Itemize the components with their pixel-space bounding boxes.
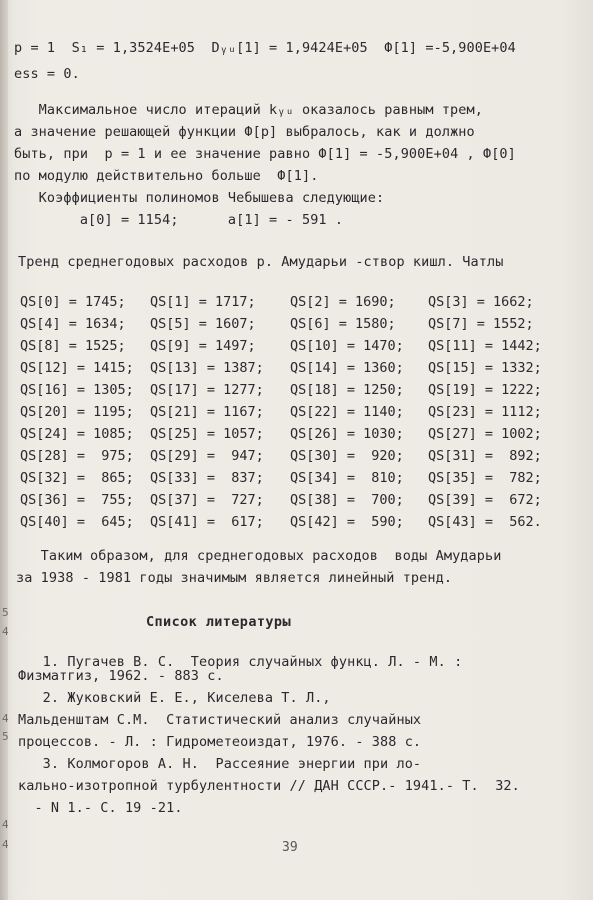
binding-edge — [0, 0, 8, 900]
table-cell: QS[32] = 865; — [20, 470, 134, 486]
table-cell: QS[43] = 562. — [428, 514, 542, 530]
table-row — [20, 294, 580, 310]
table-row — [20, 360, 580, 376]
table-cell: QS[38] = 700; — [290, 492, 404, 508]
reference-line: - N 1.- С. 19 -21. — [18, 800, 183, 816]
trend-title: Тренд среднегодовых расходов р. Амударьи -створ кишл. Чатлы — [18, 254, 504, 270]
table-cell: QS[34] = 810; — [290, 470, 404, 486]
margin-mark: 4 — [2, 625, 9, 638]
coefficients-line: a[0] = 1154; a[1] = - 591 . — [14, 212, 344, 228]
table-cell: QS[26] = 1030; — [290, 426, 404, 442]
margin-mark: 5 — [2, 730, 9, 743]
margin-mark: 4 — [2, 838, 9, 851]
margin-mark: 4 — [2, 712, 9, 725]
table-cell: QS[10] = 1470; — [290, 338, 404, 354]
table-row — [20, 316, 580, 332]
reference-line: Физматгиз, 1962. - 883 с. — [18, 668, 224, 684]
table-cell: QS[29] = 947; — [150, 448, 264, 464]
table-cell: QS[35] = 782; — [428, 470, 542, 486]
table-cell: QS[28] = 975; — [20, 448, 134, 464]
table-row — [20, 404, 580, 420]
table-cell: QS[2] = 1690; — [290, 294, 396, 310]
table-cell: QS[24] = 1085; — [20, 426, 134, 442]
margin-mark: 5 — [2, 606, 9, 619]
table-cell: QS[1] = 1717; — [150, 294, 256, 310]
table-cell: QS[39] = 672; — [428, 492, 542, 508]
table-row — [20, 448, 580, 464]
paragraph-line: по модулю действительно больше Ф[1]. — [14, 168, 319, 184]
table-cell: QS[11] = 1442; — [428, 338, 542, 354]
paragraph-line: а значение решающей функции Ф[p] выбралось, как и должно — [14, 124, 475, 140]
table-cell: QS[21] = 1167; — [150, 404, 264, 420]
page-number: 39 — [282, 840, 298, 855]
table-row — [20, 426, 580, 442]
reference-line: 1. Пугачев В. С. Теория случайных функц. Л. - М. : — [18, 654, 463, 670]
table-cell: QS[41] = 617; — [150, 514, 264, 530]
margin-mark: 4 — [2, 818, 9, 831]
table-cell: QS[5] = 1607; — [150, 316, 256, 332]
table-cell: QS[0] = 1745; — [20, 294, 126, 310]
table-cell: QS[42] = 590; — [290, 514, 404, 530]
table-cell: QS[22] = 1140; — [290, 404, 404, 420]
table-cell: QS[25] = 1057; — [150, 426, 264, 442]
table-cell: QS[17] = 1277; — [150, 382, 264, 398]
conclusion-line: Таким образом, для среднегодовых расходов воды Амударьи — [16, 548, 502, 564]
table-cell: QS[6] = 1580; — [290, 316, 396, 332]
paragraph-line: быть, при p = 1 и ее значение равно Ф[1] = -5,900E+04 , Ф[0] — [14, 146, 516, 162]
table-row — [20, 382, 580, 398]
references-heading: Список литературы — [146, 614, 291, 630]
output-line-1: p = 1 S₁ = 1,3524E+05 Dᵧᵤ[1] = 1,9424E+05 Ф[1] =-5,900E+04 — [14, 40, 516, 56]
table-cell: QS[15] = 1332; — [428, 360, 542, 376]
reference-line: процессов. - Л. : Гидрометеоиздат, 1976. - 388 с. — [18, 734, 422, 750]
table-cell: QS[31] = 892; — [428, 448, 542, 464]
table-cell: QS[18] = 1250; — [290, 382, 404, 398]
table-row — [20, 338, 580, 354]
table-cell: QS[8] = 1525; — [20, 338, 126, 354]
table-cell: QS[14] = 1360; — [290, 360, 404, 376]
table-cell: QS[23] = 1112; — [428, 404, 542, 420]
table-cell: QS[20] = 1195; — [20, 404, 134, 420]
table-cell: QS[40] = 645; — [20, 514, 134, 530]
paragraph-line: Коэффициенты полиномов Чебышева следующие: — [14, 190, 385, 206]
table-cell: QS[16] = 1305; — [20, 382, 134, 398]
table-cell: QS[33] = 837; — [150, 470, 264, 486]
reference-line: Мальденштам С.М. Статистический анализ случайных — [18, 712, 422, 728]
table-cell: QS[36] = 755; — [20, 492, 134, 508]
conclusion-line: за 1938 - 1981 годы значимым является линейный тренд. — [16, 570, 453, 586]
table-row — [20, 514, 580, 530]
table-cell: QS[7] = 1552; — [428, 316, 534, 332]
table-cell: QS[9] = 1497; — [150, 338, 256, 354]
table-row — [20, 492, 580, 508]
table-cell: QS[30] = 920; — [290, 448, 404, 464]
table-row — [20, 470, 580, 486]
output-line-2: ess = 0. — [14, 66, 80, 82]
table-cell: QS[12] = 1415; — [20, 360, 134, 376]
reference-line: кально-изотропной турбулентности // ДАН СССР.- 1941.- Т. 32. — [18, 778, 520, 794]
table-cell: QS[3] = 1662; — [428, 294, 534, 310]
table-cell: QS[4] = 1634; — [20, 316, 126, 332]
table-cell: QS[13] = 1387; — [150, 360, 264, 376]
table-cell: QS[37] = 727; — [150, 492, 264, 508]
table-cell: QS[27] = 1002; — [428, 426, 542, 442]
table-cell: QS[19] = 1222; — [428, 382, 542, 398]
reference-line: 3. Колмогоров А. Н. Рассеяние энергии при ло- — [18, 756, 422, 772]
paragraph-line: Максимальное число итераций kᵧᵤ оказалось равным трем, — [14, 102, 483, 118]
reference-line: 2. Жуковский Е. Е., Киселева Т. Л., — [18, 690, 331, 706]
